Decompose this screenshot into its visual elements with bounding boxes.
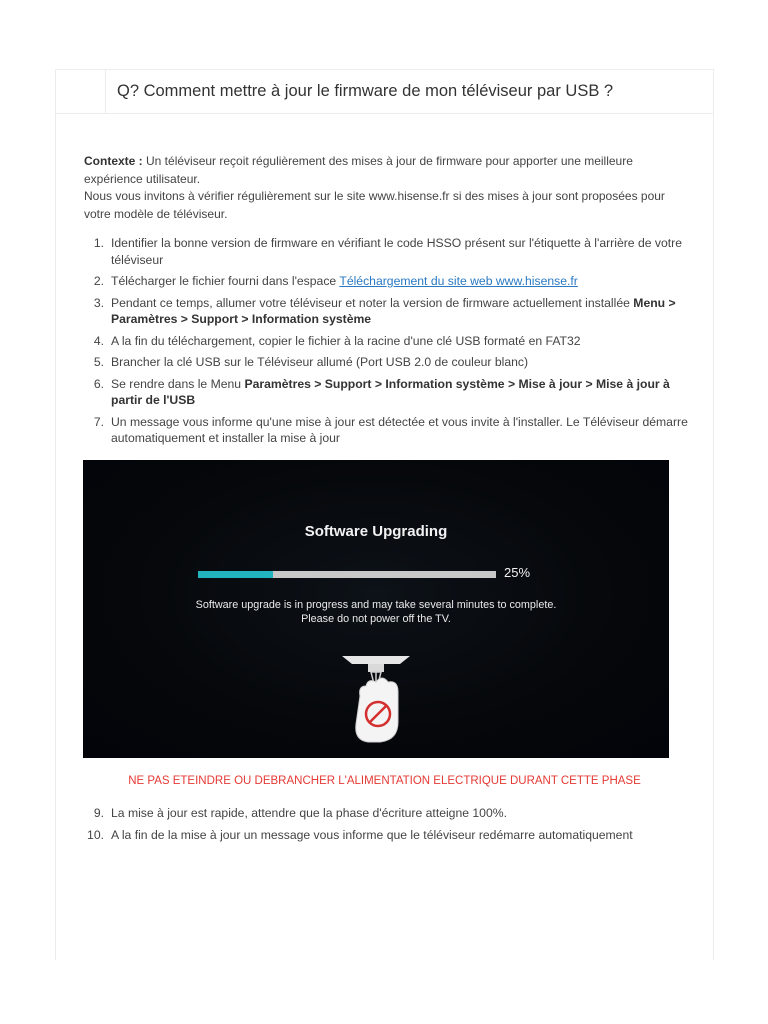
step-item — [84, 414, 694, 447]
tv-screenshot — [83, 460, 669, 758]
step-text: Brancher la clé USB sur le Téléviseur allumé (Port USB 2.0 de couleur blanc) — [111, 355, 529, 369]
tv-upgrade-message — [83, 598, 669, 626]
step-item — [84, 376, 694, 409]
step-number: 2. — [93, 274, 104, 288]
steps-list-continued — [84, 805, 694, 848]
context-label: Contexte : — [84, 154, 143, 168]
step-text: Se rendre dans le Menu — [111, 376, 245, 391]
step-number: 1. — [93, 236, 104, 250]
step-number: 5. — [93, 355, 104, 369]
step-text: Un message vous informe qu'une mise à jour est détectée et vous invite à l'installer. Le Téléviseur démarre automatiquement et installer la mise à jour — [111, 414, 688, 445]
faq-card — [55, 69, 714, 960]
step-number: 3. — [93, 295, 104, 310]
usb-hand-icon — [338, 652, 414, 748]
question-gutter — [56, 70, 106, 113]
upgrade-progress-percent: 25% — [504, 565, 531, 580]
question-header — [56, 70, 713, 114]
context-line-2: Nous vous invitons à vérifier régulièrement sur le site www.hisense.fr si des mises à jour sont proposées pour votre modèle de téléviseur. — [84, 189, 665, 221]
steps-list — [84, 235, 694, 452]
tv-upgrade-title: Software Upgrading — [304, 523, 448, 540]
step-item — [84, 295, 694, 328]
tv-message-line-1: Software upgrade is in progress and may take several minutes to complete. — [195, 599, 557, 611]
step-number: 10. — [87, 827, 104, 842]
step-text: A la fin du téléchargement, copier le fichier à la racine d'une clé USB formaté en FAT32 — [111, 333, 581, 348]
upgrade-progress-bar — [198, 571, 496, 578]
context-text-1: Un téléviseur reçoit régulièrement des mises à jour de firmware pour apporter une meilleure expérience utilisateur. — [84, 154, 633, 186]
step-item — [84, 805, 694, 822]
step-number: 6. — [93, 376, 104, 391]
step-item — [84, 827, 694, 844]
step-text: La mise à jour est rapide, attendre que la phase d'écriture atteigne 100%. — [111, 806, 507, 820]
step-text: Pendant ce temps, allumer votre téléviseur et noter la version de firmware actuellement installée — [111, 295, 634, 310]
step-item — [84, 333, 694, 350]
menu-path: Menu > Paramètres > Support > Information système — [111, 295, 676, 326]
step-item — [84, 354, 694, 371]
context-paragraph — [84, 153, 684, 223]
tv-message-line-2: Please do not power off the TV. — [301, 613, 451, 625]
power-warning: NE PAS ETEINDRE OU DEBRANCHER L'ALIMENTATION ELECTRIQUE DURANT CETTE PHASE — [128, 775, 641, 787]
step-text: Télécharger le fichier fourni dans l'espace — [111, 274, 340, 288]
download-link[interactable]: Téléchargement du site web www.hisense.fr — [339, 274, 578, 288]
upgrade-progress-fill — [198, 571, 273, 578]
question-title: Q? Comment mettre à jour le firmware de mon téléviseur par USB ? — [117, 82, 614, 100]
step-number: 9. — [93, 806, 104, 820]
context-line-1 — [84, 153, 684, 188]
step-number: 7. — [93, 414, 104, 429]
menu-path: Paramètres > Support > Information système > Mise à jour > Mise à jour à partir de l'USB — [111, 376, 670, 407]
step-text: Identifier la bonne version de firmware en vérifiant le code HSSO présent sur l'étiquette à l'arrière de votre téléviseur — [111, 236, 682, 267]
step-item — [84, 273, 694, 290]
step-text: A la fin de la mise à jour un message vous informe que le téléviseur redémarre automatiquement — [111, 827, 633, 842]
step-item — [84, 235, 694, 268]
step-number: 4. — [93, 333, 104, 348]
